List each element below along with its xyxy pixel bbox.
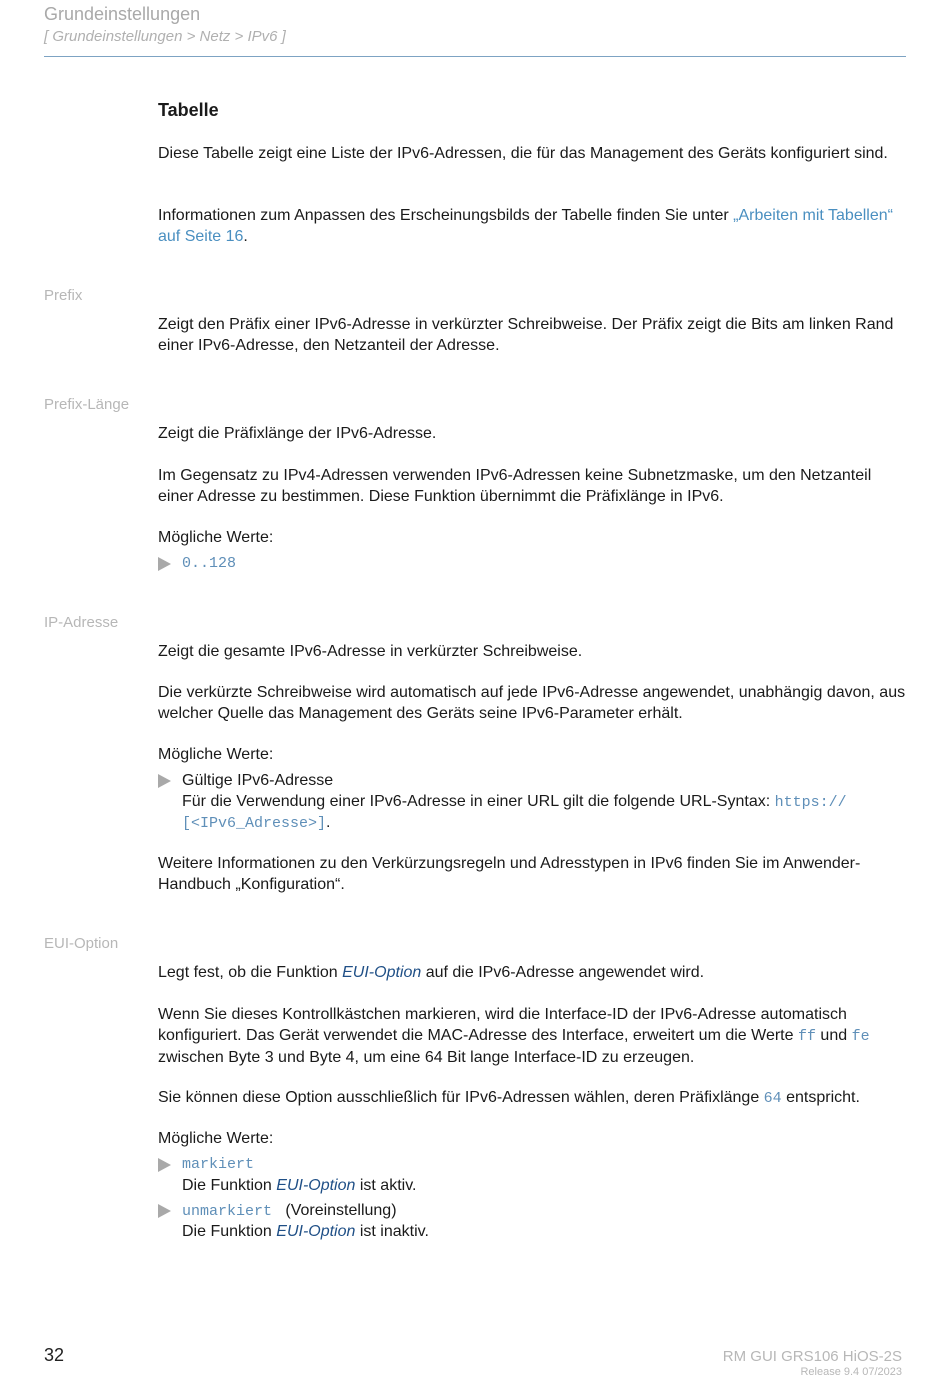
eui-desc2-b: und bbox=[815, 1027, 848, 1044]
tabelle-info-text: Informationen zum Anpassen des Erscheinungsbilds der Tabelle finden Sie unter bbox=[158, 207, 734, 224]
eui-marked-desc bbox=[182, 1175, 416, 1196]
param-label-ip-address: IP-Adresse bbox=[44, 614, 119, 631]
eui-unmarked-desc-b: ist inaktiv. bbox=[355, 1223, 429, 1240]
url-syntax-text: Für die Verwendung einer IPv6-Adresse in einer URL gilt die folgende URL-Syntax: bbox=[182, 793, 775, 810]
ip-address-desc1: Zeigt die gesamte IPv6-Adresse in verkürzter Schreibweise. bbox=[158, 643, 583, 660]
ip-address-values-label: Mögliche Werte: bbox=[158, 746, 274, 763]
eui-term: EUI-Option bbox=[276, 1223, 356, 1240]
ip-address-more-info: Weitere Informationen zu den Verkürzungsregeln und Adresstypen in IPv6 finden Sie im Anwender-Handbuch „Konfiguration“. bbox=[158, 855, 861, 893]
eui-term: EUI-Option bbox=[276, 1177, 356, 1194]
header-divider bbox=[44, 56, 906, 57]
eui-value-item-unmarked bbox=[158, 1200, 908, 1242]
eui-desc3-b: entspricht. bbox=[781, 1089, 860, 1106]
eui-desc1 bbox=[158, 962, 908, 983]
footer-release: Release 9.4 07/2023 bbox=[800, 1366, 902, 1378]
eui-marked-desc-b: ist aktiv. bbox=[355, 1177, 417, 1194]
prefix-length-desc2: Im Gegensatz zu IPv4-Adressen verwenden IPv6-Adressen keine Subnetzmaske, um den Netzanteil einer Adresse zu bestimmen. Diese Funktion übernimmt die Präfixlänge in IPv6. bbox=[158, 467, 872, 505]
prefix-length-desc1: Zeigt die Präfixlänge der IPv6-Adresse. bbox=[158, 425, 437, 442]
footer-doc-title: RM GUI GRS106 HiOS-2S bbox=[722, 1348, 902, 1365]
tabelle-info-end: . bbox=[243, 228, 248, 245]
param-label-prefix-length: Prefix-Länge bbox=[44, 396, 130, 413]
eui-desc1-a: Legt fest, ob die Funktion bbox=[158, 964, 343, 981]
breadcrumb: [ Grundeinstellungen > Netz > IPv6 ] bbox=[44, 28, 286, 45]
eui-desc2-c: zwischen Byte 3 und Byte 4, um eine 64 Bit lange Interface-ID zu erzeugen. bbox=[158, 1049, 695, 1066]
eui-desc2-a: Wenn Sie dieses Kontrollkästchen markieren, wird die Interface-ID der IPv6-Adresse automatisch konfiguriert. Das Gerät verwendet die MAC-Adresse des Interface, erweitert um die Werte bbox=[158, 1006, 847, 1044]
param-label-prefix: Prefix bbox=[44, 287, 83, 304]
default-note: (Voreinstellung) bbox=[285, 1202, 397, 1219]
ip-address-value-title: Gültige IPv6-Adresse bbox=[182, 772, 334, 789]
url-syntax-scheme: https:// bbox=[774, 794, 847, 811]
eui-marked-desc-a: Die Funktion bbox=[182, 1177, 277, 1194]
eui-value-fe: fe bbox=[851, 1028, 870, 1045]
eui-value-ff: ff bbox=[797, 1028, 816, 1045]
param-label-eui-option: EUI-Option bbox=[44, 935, 119, 952]
tabelle-intro: Diese Tabelle zeigt eine Liste der IPv6-Adressen, die für das Management des Geräts konfiguriert sind. bbox=[158, 145, 888, 162]
url-syntax-address: [<IPv6_Adresse>] bbox=[182, 815, 327, 832]
eui-term: EUI-Option bbox=[342, 964, 422, 981]
bullet-triangle-icon bbox=[158, 557, 171, 571]
url-syntax-end: . bbox=[326, 814, 331, 831]
eui-value-marked: markiert bbox=[182, 1156, 255, 1173]
eui-desc3 bbox=[158, 1087, 908, 1109]
eui-values-label: Mögliche Werte: bbox=[158, 1130, 274, 1147]
ip-address-desc2: Die verkürzte Schreibweise wird automatisch auf jede IPv6-Adresse angewendet, unabhängig davon, aus welcher Quelle das Management des Geräts seine IPv6-Parameter erhält. bbox=[158, 684, 906, 722]
eui-unmarked-desc-a: Die Funktion bbox=[182, 1223, 277, 1240]
eui-value-64: 64 bbox=[763, 1090, 782, 1107]
eui-value-unmarked: unmarkiert bbox=[182, 1203, 273, 1220]
eui-unmarked-line bbox=[182, 1200, 397, 1222]
ip-address-url-text bbox=[182, 791, 847, 813]
tabelle-info bbox=[158, 205, 908, 247]
eui-value-item-marked bbox=[158, 1154, 908, 1196]
section-heading-tabelle: Tabelle bbox=[158, 100, 219, 120]
eui-desc1-b: auf die IPv6-Adresse angewendet wird. bbox=[421, 964, 705, 981]
eui-desc2 bbox=[158, 1004, 908, 1068]
bullet-triangle-icon bbox=[158, 1204, 171, 1218]
tabelle-link[interactable]: „Arbeiten mit Tabellen“ auf Seite 16 bbox=[158, 207, 893, 245]
bullet-triangle-icon bbox=[158, 774, 171, 788]
bullet-triangle-icon bbox=[158, 1158, 171, 1172]
prefix-length-values-label: Mögliche Werte: bbox=[158, 529, 274, 546]
page-number: 32 bbox=[44, 1345, 65, 1365]
prefix-desc: Zeigt den Präfix einer IPv6-Adresse in verkürzter Schreibweise. Der Präfix zeigt die Bits am linken Rand einer IPv6-Adresse, den Netzanteil der Adresse. bbox=[158, 316, 894, 354]
ip-address-value-item bbox=[158, 770, 908, 834]
eui-desc3-a: Sie können diese Option ausschließlich für IPv6-Adressen wählen, deren Präfixlänge bbox=[158, 1089, 764, 1106]
running-header-title: Grundeinstellungen bbox=[44, 4, 201, 24]
ip-address-url-line2 bbox=[182, 812, 330, 834]
prefix-length-range: 0..128 bbox=[182, 555, 237, 572]
eui-unmarked-desc bbox=[182, 1221, 429, 1242]
